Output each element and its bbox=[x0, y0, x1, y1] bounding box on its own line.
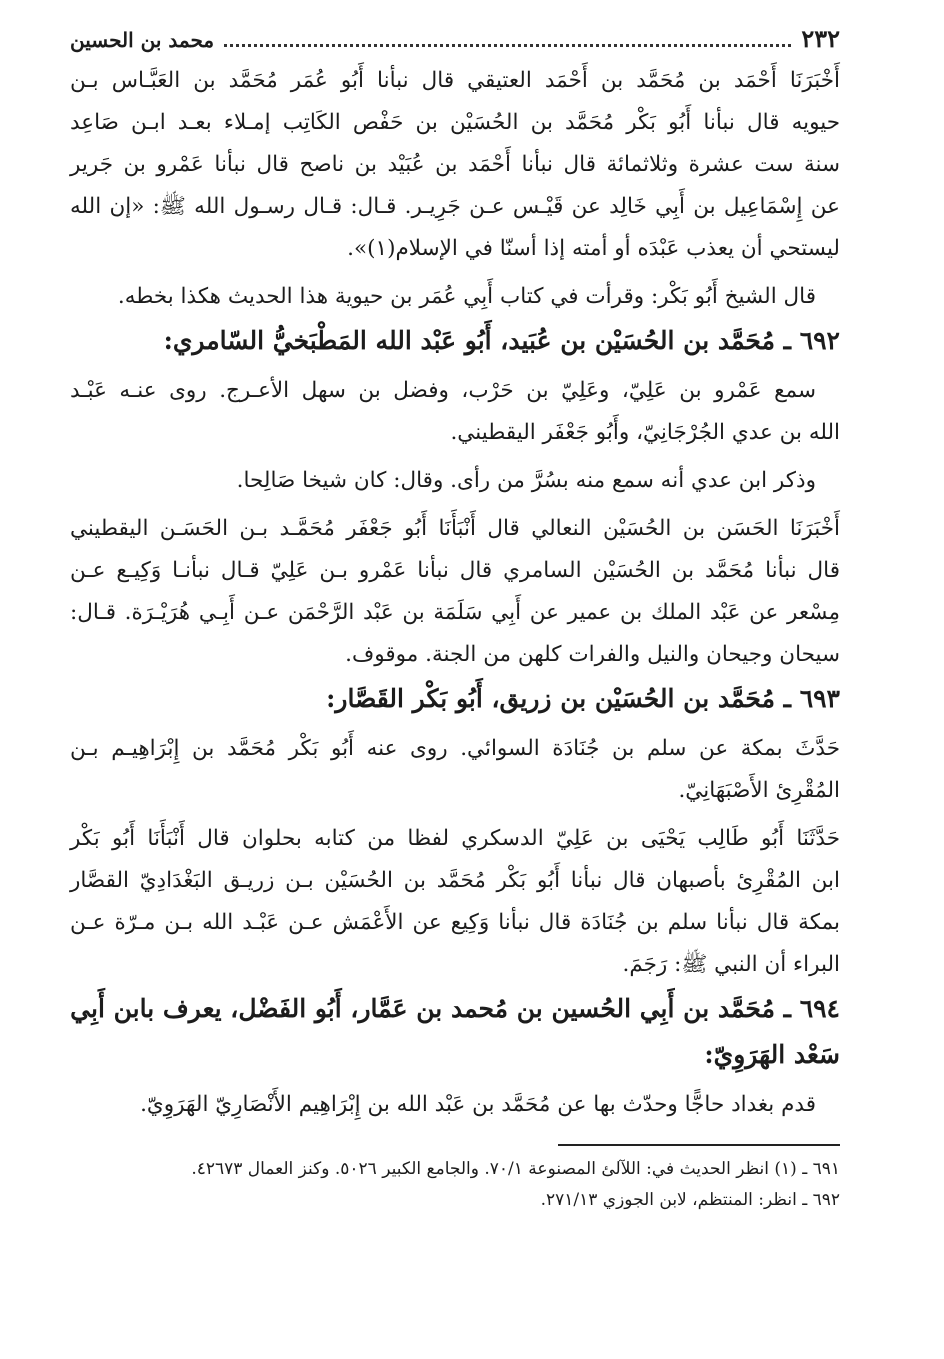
page-number: ٢٣٢ bbox=[801, 24, 840, 53]
text-line: حيويه قال نبأنا أَبُو بَكْر مُحَمَّد بن الحُسَيْن بن حَفْص الكَاتِب إمـلاء بعـد ابـن صَاعِد bbox=[70, 110, 840, 135]
entry-692 bbox=[70, 318, 840, 676]
entry-heading-continuation: سَعْد الهَرَوِيّ: bbox=[704, 1040, 840, 1069]
book-page bbox=[70, 24, 840, 1216]
text-line: قدم بغداد حاجًّا وحدّث بها عن مُحَمَّد بن عَبْد الله بن إِبْرَاهِيم الأَنْصَارِيّ الهَرَوِيّ. bbox=[140, 1092, 816, 1117]
footnote: ٦٩٢ ـ انظر: المنتظم، لابن الجوزي ٢٧١/١٣. bbox=[540, 1190, 840, 1210]
text-line: حَدَّثَ بمكة عن سلم بن جُنَادَة السوائي. روى عنه أَبُو بَكْر مُحَمَّد بن إِبْرَاهِيـم بـن bbox=[70, 736, 840, 761]
text-line: قال نبأنا مُحَمَّد بن الحُسَيْن السامري قال نبأنا عَمْرو بـن عَلِيّ قـال نبأنـا وَكِيـع عـن bbox=[70, 558, 840, 583]
text-line: سمع عَمْرو بن عَلِيّ، وعَلِيّ بن حَرْب، وفضل بن سهل الأعـرج. روى عنـه عَبْـد bbox=[70, 378, 816, 403]
entry-691-continuation bbox=[70, 60, 840, 318]
footnote-separator bbox=[558, 1144, 840, 1146]
entry-heading: ٦٩٤ ـ مُحَمَّد بن أَبِي الحُسين بن مُحمد بن عَمَّار، أَبُو الفَضْل، يعرف بابن أَبِي bbox=[70, 994, 840, 1023]
running-title: محمد بن الحسين bbox=[70, 28, 215, 52]
text-line: مِسْعر عن عَبْد الملك بن عمير عن أَبِي سَلَمَة بن عَبْد الرَّحْمَن عـن أَبِـي هُرَيْـرَة. قـال: bbox=[70, 600, 840, 625]
entry-heading: ٦٩٢ ـ مُحَمَّد بن الحُسَيْن بن عُبَيد، أَبُو عَبْد الله المَطْبَخيُّ السّامري: bbox=[163, 326, 840, 355]
text-line: أَخْبَرَنَا أَحْمَد بن مُحَمَّد بن أَحْمَد العتيقي قال نبأنا أَبُو عُمَر مُحَمَّد بن العَبَّـاس بـن bbox=[70, 68, 840, 93]
text-line: ابن المُقْرِئ بأصبهان قال نبأنا أَبُو بَكْر مُحَمَّد بن الحُسَيْن بـن زريـق البَغْدَادِيّ القصَّار bbox=[70, 868, 840, 893]
footnotes bbox=[70, 1154, 840, 1216]
running-header bbox=[70, 24, 840, 60]
text-line: بمكة قال نبأنا سلم بن جُنَادَة قال نبأنا وَكِيع عن الأَعْمَش عـن عَبْـد الله بـن مـرّة عـن bbox=[70, 910, 840, 935]
entry-heading: ٦٩٣ ـ مُحَمَّد بن الحُسَيْن بن زريق، أَبُو بَكْر القَصَّار: bbox=[326, 684, 840, 713]
header-dotted-leader bbox=[224, 44, 791, 47]
text-line: ليستحي أن يعذب عَبْدَه أو أمته إذا أسنّا في الإسلام(١)». bbox=[347, 236, 840, 261]
text-line: وذكر ابن عدي أنه سمع منه بسُرَّ من رأى. وقال: كان شيخا صَالِحا. bbox=[236, 468, 816, 493]
text-line: سيحان وجيحان والنيل والفرات كلهن من الجنة. موقوف. bbox=[345, 642, 840, 667]
text-line: أَخْبَرَنَا الحَسَن بن الحُسَيْن النعالي قال أَنْبَأَنَا أَبُو جَعْفَر مُحَمَّـد بـن الحَسَـن اليقطيني bbox=[70, 516, 840, 541]
entry-693 bbox=[70, 676, 840, 986]
text-line: حَدَّثَنَا أَبُو طَالِب يَحْيَى بن عَلِيّ الدسكري لفظا من كتابه بحلوان قال أَنْبَأَنَا أَبُو بَكْر bbox=[70, 826, 840, 851]
text-line: المُقْرِئ الأَصْبَهَانِيّ. bbox=[678, 778, 840, 803]
text-line: سنة ست عشرة وثلاثمائة قال نبأنا أَحْمَد بن عُبَيْد بن ناصح قال نبأنا عَمْرو بن جَرير bbox=[70, 152, 840, 177]
footnote: ٦٩١ ـ (١) انظر الحديث في: اللآلئ المصنوعة ٧٠/١. والجامع الكبير ٥٠٢٦. وكنز العمال ٤٢٦٧٣. bbox=[191, 1159, 840, 1179]
entry-694 bbox=[70, 986, 840, 1126]
text-line: قال الشيخ أَبُو بَكْر: وقرأت في كتاب أَبِي عُمَر بن حيوية هذا الحديث هكذا بخطه. bbox=[117, 284, 816, 309]
text-line: الله بن عدي الجُرْجَانِيّ، وأَبُو جَعْفَر اليقطيني. bbox=[450, 420, 840, 445]
text-line: عن إِسْمَاعِيل بن أَبِي خَالِد عن قَيْـس عـن جَرِيـر. قـال: قـال رسـول الله ﷺ: «إن الله bbox=[70, 194, 840, 219]
text-line: البراء أن النبي ﷺ: رَجَمَ. bbox=[622, 952, 840, 977]
